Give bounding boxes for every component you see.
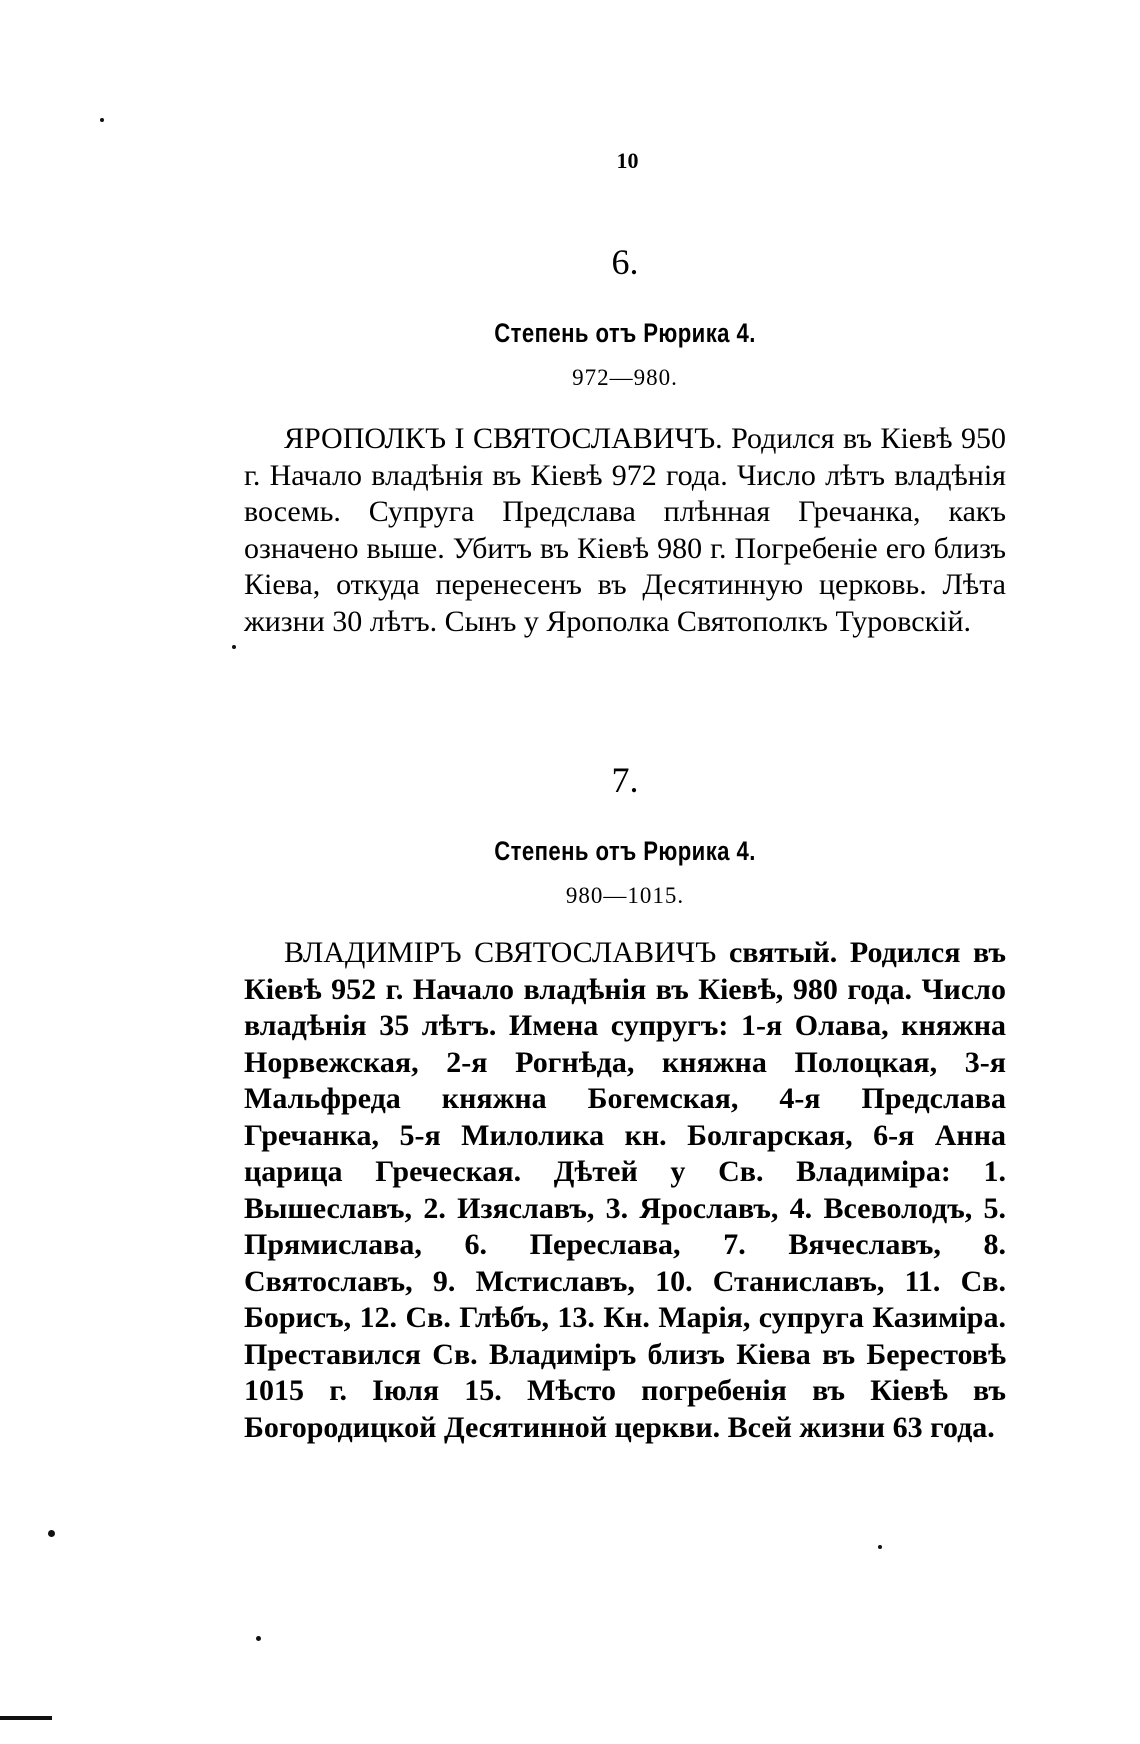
edge-mark xyxy=(0,1716,52,1720)
section-years: 980—1015. xyxy=(565,883,685,908)
section-degree: Степень отъ Рюрика 4. xyxy=(494,836,756,866)
section-body xyxy=(244,935,1006,1446)
section-6 xyxy=(244,240,1006,670)
section-closing: Всей жизни 63 года. xyxy=(727,1410,995,1444)
section-7 xyxy=(244,758,1006,1476)
section-degree: Степень отъ Рюрика 4. xyxy=(494,318,756,348)
section-text: святый. Родился въ Кіевѣ 952 г. Начало владѣнія въ Кіевѣ, 980 года. Число владѣнія 35 лѣтъ. Имена супругъ: 1-я Олава, княжна Норвежская, 2-я Рогнѣда, княжна Полоцкая, 3-я Мальфреда княжна Богемская, 4-я Предслава Гречанка, 5-я Милолика кн. Болгарская, 6-я Анна царица Греческая. Дѣтей у Св. Владиміра: 1. Вышеславъ, 2. Изяславъ, 3. Ярославъ, 4. Всеволодъ, 5. Прямислава, 6. Переслава, 7. Вячеславъ, 8. Святославъ, 9. Мстиславъ, 10. Станиславъ, 11. Св. Борисъ, 12. Св. Глѣбъ, 13. Кн. Марія, супруга Казиміра. Преставился Св. Владиміръ близъ Кіева въ Берестовѣ 1015 г. Іюля 15. Мѣсто погребенія въ Кіевѣ въ Богородицкой Десятинной церкви. xyxy=(244,936,1006,1444)
section-years: 972—980. xyxy=(572,365,678,390)
print-speck xyxy=(232,645,236,649)
ruler-name: ЯРОПОЛКЪ I СВЯТОСЛАВИЧЪ. xyxy=(284,422,723,455)
section-number: 7. xyxy=(611,760,639,800)
ruler-name: ВЛАДИМІРЪ СВЯТОСЛАВИЧЪ xyxy=(284,936,717,969)
section-text: Родился въ Кіевѣ 950 г. Начало владѣнія въ Кіевѣ 972 года. Число лѣтъ владѣнія восемь. Супруга Предслава плѣнная Гречанка, какъ означено выше. Убитъ въ Кіевѣ 980 г. Погребеніе его близъ Кіева, откуда перенесенъ въ Десятинную церковь. Лѣта жизни 30 лѣтъ. Сынъ у Ярополка Святополкъ Туровскій. xyxy=(244,422,1007,638)
print-speck xyxy=(256,1636,261,1641)
page-number: 10 xyxy=(616,148,639,173)
print-speck xyxy=(48,1530,55,1537)
section-number: 6. xyxy=(611,242,639,282)
section-body xyxy=(244,421,1006,640)
print-speck xyxy=(100,118,104,122)
print-speck xyxy=(878,1545,882,1549)
